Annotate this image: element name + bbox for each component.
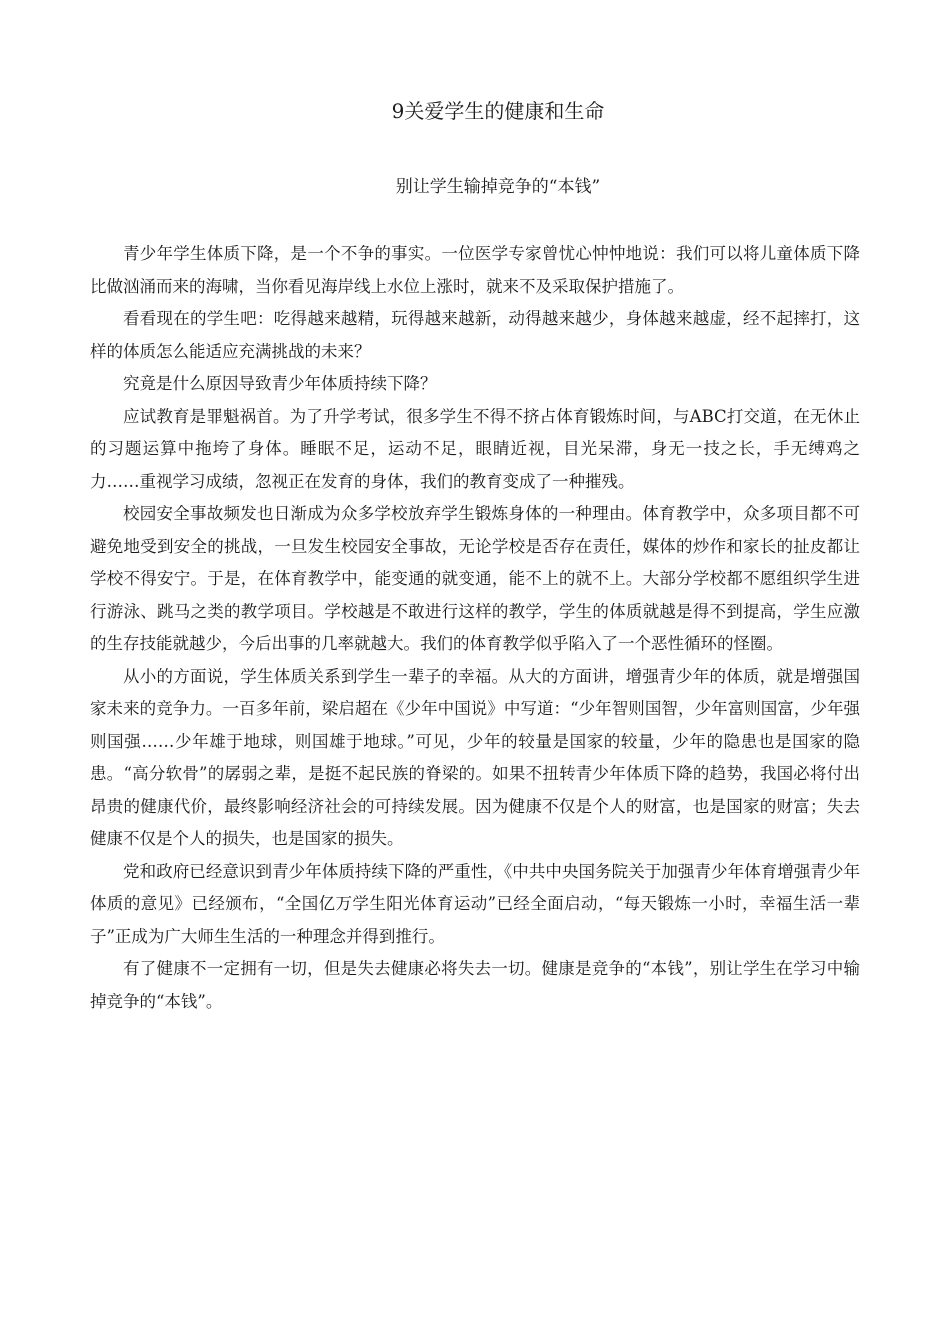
paragraph: 看看现在的学生吧：吃得越来越精，玩得越来越新，动得越来越少，身体越来越虚，经不起摔打，这样的体质怎么能适应充满挑战的未来？ xyxy=(90,309,860,361)
paragraph: 党和政府已经意识到青少年体质持续下降的严重性，《中共中央国务院关于加强青少年体育增强青少年体质的意见》已经颁布，“全国亿万学生阳光体育运动”已经全面启动，“每天锻炼一小时，幸福生活一辈子”正成为广大师生生活的一种理念并得到推行。 xyxy=(90,861,860,946)
paragraph: 有了健康不一定拥有一切，但是失去健康必将失去一切。健康是竞争的“本钱”，别让学生在学习中输掉竞争的“本钱”。 xyxy=(90,959,860,1011)
paragraph: 究竟是什么原因导致青少年体质持续下降？ xyxy=(123,374,437,393)
paragraph: 从小的方面说，学生体质关系到学生一辈子的幸福。从大的方面讲，增强青少年的体质，就是增强国家未来的竞争力。一百多年前，梁启超在《少年中国说》中写道：“少年智则国智，少年富则国富，少年强则国强……少年雄于地球，则国雄于地球。”可见，少年的较量是国家的较量，少年的隐患也是国家的隐患。“高分软骨”的孱弱之辈，是挺不起民族的脊梁的。如果不扭转青少年体质下降的趋势，我国必将付出昂贵的健康代价，最终影响经济社会的可持续发展。因为健康不仅是个人的财富，也是国家的财富；失去健康不仅是个人的损失，也是国家的损失。 xyxy=(90,666,860,848)
document-body xyxy=(90,238,860,1018)
paragraph: 校园安全事故频发也日渐成为众多学校放弃学生锻炼身体的一种理由。体育教学中，众多项目都不可避免地受到安全的挑战，一旦发生校园安全事故，无论学校是否存在责任，媒体的炒作和家长的扯皮都让学校不得安宁。于是，在体育教学中，能变通的就变通，能不上的就不上。大部分学校都不愿组织学生进行游泳、跳马之类的教学项目。学校越是不敢进行这样的教学，学生的体质就越是得不到提高，学生应激的生存技能就越少，今后出事的几率就越大。我们的体育教学似乎陷入了一个恶性循环的怪圈。 xyxy=(90,504,860,653)
document-subtitle: 别让学生输掉竞争的“本钱” xyxy=(395,177,601,197)
document-title: 9关爱学生的健康和生命 xyxy=(391,99,605,123)
paragraph: 应试教育是罪魁祸首。为了升学考试，很多学生不得不挤占体育锻炼时间，与ABC打交道，在无休止的习题运算中拖垮了身体。睡眠不足，运动不足，眼睛近视，目光呆滞，身无一技之长，手无缚鸡之力……重视学习成绩，忽视正在发育的身体，我们的教育变成了一种摧残。 xyxy=(90,406,860,491)
paragraph: 青少年学生体质下降，是一个不争的事实。一位医学专家曾忧心忡忡地说：我们可以将儿童体质下降比做汹涌而来的海啸，当你看见海岸线上水位上涨时，就来不及采取保护措施了。 xyxy=(90,244,860,296)
